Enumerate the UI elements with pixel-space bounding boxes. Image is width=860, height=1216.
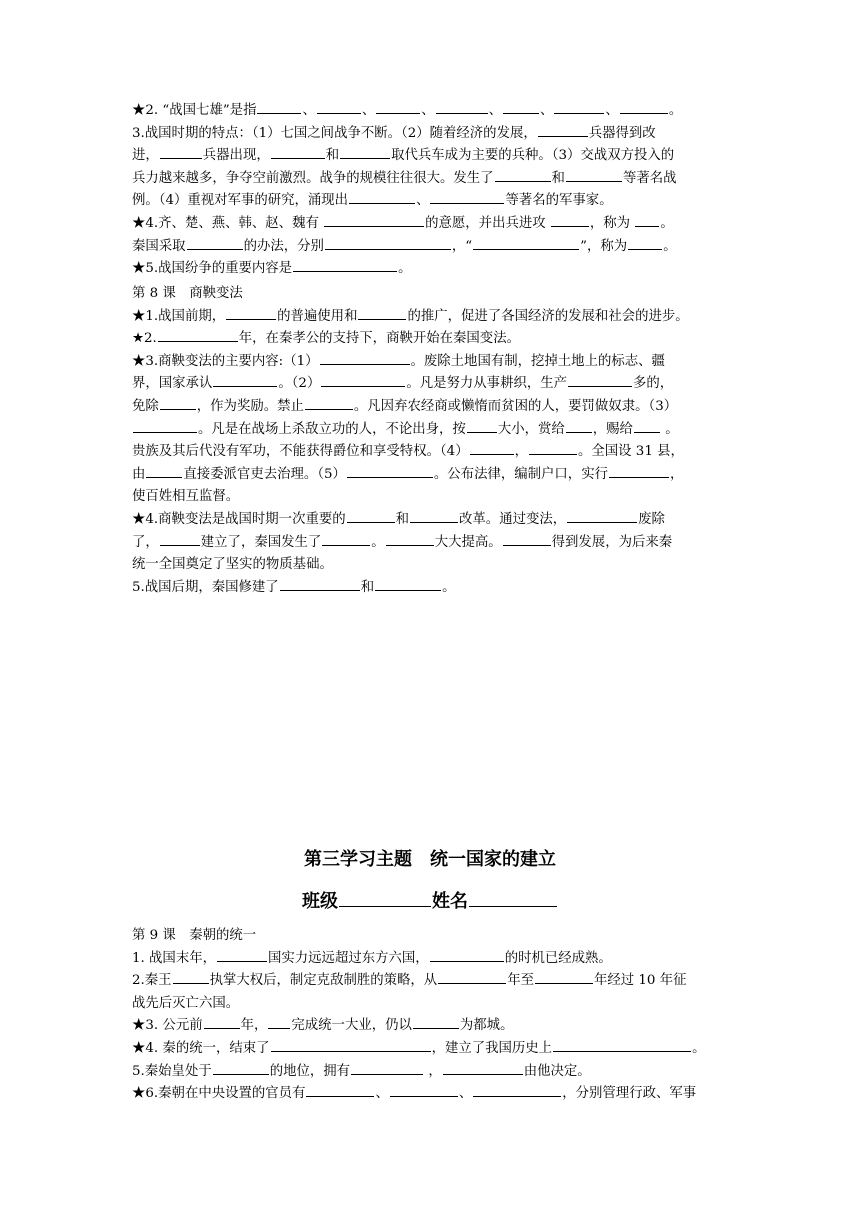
text-line-n3 [132,993,732,1016]
text-segment: 了， [132,534,159,550]
text-line-n5 [132,1038,732,1061]
text-segment: 的推广，促进了各国经济的发展和社会的进步。 [407,308,689,324]
text-segment: ， [669,466,684,482]
text-segment: 统一全国奠定了坚实的物质基础。 [132,557,333,573]
text-segment: 、 [375,1086,389,1102]
text-segment: 年经过 10 年征 [593,973,687,989]
fill-in-blank[interactable] [349,190,415,204]
text-segment: 。凡因弃农经商或懒惰而贫困的人，要罚做奴隶。（3） [353,398,678,414]
text-segment: ★1.战国前期， [132,308,226,324]
fill-in-blank[interactable] [568,373,632,387]
fill-in-blank[interactable] [217,948,267,962]
text-segment: 完成统一大业，仍以 [291,1018,412,1034]
text-segment: ★6.秦朝在中央设置的官员有 [132,1086,306,1102]
text-segment: ”，称为 [580,238,628,254]
text-segment: 取代兵车成为主要的兵种。（3）交战双方投入的 [391,148,675,164]
text-segment: 兵器得到改 [588,125,656,141]
text-segment: ★5.战国纷争的重要内容是 [132,261,293,277]
fill-in-blank[interactable] [257,100,301,114]
fill-in-blank[interactable] [609,464,669,478]
document-part-2 [132,283,732,599]
text-segment: 为都城。 [459,1018,514,1034]
text-segment: 、 [361,103,376,118]
text-segment: ，赐给 [592,421,633,437]
text-segment: 得到发展，为后来秦 [551,534,673,550]
fill-in-blank[interactable] [204,1015,240,1029]
fill-in-blank[interactable] [293,258,397,272]
text-segment: ， [424,1063,442,1079]
text-segment: 。公布法律，编制户口，实行 [433,466,608,482]
fill-in-blank[interactable] [317,100,361,114]
text-segment: ★4.齐、楚、燕、韩、赵、魏有 [132,215,324,231]
fill-in-blank[interactable] [436,100,488,114]
fill-in-blank[interactable] [634,419,660,433]
fill-in-blank[interactable] [271,145,325,159]
text-segment: 多的， [633,376,674,392]
text-segment: 战先后灭亡六国。 [132,995,240,1011]
text-segment: 、 [458,1086,473,1102]
fill-in-blank[interactable] [430,948,504,962]
text-line-l5 [132,190,732,213]
text-line-l6 [132,213,732,236]
text-segment: 的普遍使用和 [277,308,358,324]
text-segment: 进， [132,148,159,164]
fill-in-blank[interactable] [554,100,604,114]
fill-in-blank[interactable] [160,145,202,159]
fill-in-blank[interactable] [305,396,353,410]
text-segment: 例。（4）重视对军事的研究，涌现出 [132,193,349,209]
fill-in-blank[interactable] [495,168,551,182]
fill-in-blank[interactable] [620,100,668,114]
fill-in-blank[interactable] [503,100,539,114]
text-segment: 、 [605,103,619,118]
text-segment: ★2. [132,331,157,347]
text-segment: ，建立了我国历史上 [431,1040,553,1056]
text-segment: ★3.商鞅变法的主要内容:（1） [132,353,319,369]
lesson-9-title: 第 9 课 秦朝的统一 [132,928,257,943]
text-segment: 。凡是努力从事耕织，生产 [406,376,568,392]
text-segment: 界，国家承认 [132,376,213,392]
fill-in-blank[interactable] [320,351,410,365]
fill-in-blank[interactable] [473,236,579,250]
text-segment: 的时机已经成熟。 [504,950,612,966]
fill-in-blank[interactable] [566,168,622,182]
text-segment: ★4. 秦的统一，结束了 [132,1040,270,1056]
fill-in-blank[interactable] [551,213,589,227]
text-segment: 和 [325,148,340,164]
text-segment: 秦国采取 [132,238,186,254]
text-segment: 免除 [132,398,159,414]
fill-in-blank[interactable] [173,970,209,984]
text-segment: 贵族及其后代没有军功，不能获得爵位和享受特权。（4） [132,444,469,460]
text-segment: 大大提高。 [434,534,502,550]
fill-in-blank[interactable] [322,532,370,546]
text-segment: 1. 战国末年， [132,950,216,966]
fill-in-blank[interactable] [187,236,243,250]
fill-in-blank[interactable] [430,190,504,204]
fill-in-blank[interactable] [226,306,276,320]
name-blank[interactable] [469,888,557,907]
text-line-m2 [132,328,732,351]
text-line-m10 [132,509,732,532]
text-line-n4 [132,1015,732,1038]
text-line-m8 [132,464,732,487]
fill-in-blank[interactable] [376,100,420,114]
text-segment: 。 [371,534,385,550]
text-segment: 。 [663,238,677,254]
text-segment: ， [514,444,528,460]
text-line-m13 [132,577,732,600]
text-segment: 的办法，分别 [243,238,324,254]
text-segment: ★4.商鞅变法是战国时期一次重要的 [132,511,346,527]
text-segment: 的地位，拥有 [269,1063,351,1079]
fill-in-blank[interactable] [529,441,577,455]
text-segment: 。（2） [278,376,321,392]
fill-in-blank[interactable] [538,123,588,137]
text-segment: 、 [416,193,430,209]
fill-in-blank[interactable] [268,1015,290,1029]
fill-in-blank[interactable] [340,145,390,159]
text-segment: ，作为奖励。禁止 [196,398,304,414]
fill-in-blank[interactable] [158,328,238,342]
text-segment: 年，在秦孝公的支持下，商鞅开始在秦国变法。 [238,331,520,347]
text-line-l4 [132,168,732,191]
text-segment: 。凡是在战场上杀敌立功的人，不论出身，按 [198,421,466,437]
text-line-m6 [132,419,732,442]
fill-in-blank[interactable] [635,213,659,227]
name-label: 姓名 [432,891,468,912]
text-segment: 。 [398,261,412,277]
fill-in-blank[interactable] [271,1038,431,1052]
text-segment: 。 [442,579,456,595]
text-segment: 使百姓相互监督。 [132,489,240,505]
text-line-m7 [132,441,732,464]
fill-in-blank[interactable] [280,577,360,591]
text-segment: 。 [660,215,674,231]
fill-in-blank[interactable] [213,1061,269,1075]
text-segment: 3.战国时期的特点：（1）七国之间战争不断。（2）随着经济的发展， [132,125,537,141]
text-line-n7 [132,1083,732,1106]
text-line-m9 [132,486,732,509]
fill-in-blank[interactable] [467,419,497,433]
fill-in-blank[interactable] [443,1061,523,1075]
text-segment: 国实力远远超过东方六国， [268,950,429,966]
fill-in-blank[interactable] [351,1061,423,1075]
fill-in-blank[interactable] [347,509,395,523]
text-segment: 废除 [638,511,665,527]
text-line-n6 [132,1061,732,1084]
text-line-n2 [132,970,732,993]
text-segment: 由 [132,466,146,482]
text-segment: ，分别管理行政、军事 [562,1086,697,1102]
fill-in-blank[interactable] [567,509,637,523]
class-label: 班级 [302,891,338,912]
text-segment: 5.战国后期，秦国修建了 [132,579,279,595]
fill-in-blank[interactable] [375,577,441,591]
text-segment: 等著名战 [622,170,677,186]
text-segment: ★2. “战国七雄”是指 [132,103,257,118]
text-segment: 。 [668,103,683,118]
class-name-line [0,887,860,913]
text-line-m5 [132,396,732,419]
fill-in-blank[interactable] [347,464,433,478]
fill-in-blank[interactable] [535,970,593,984]
fill-in-blank[interactable] [146,464,182,478]
fill-in-blank[interactable] [628,236,662,250]
text-segment: 。全国设 31 县， [577,444,684,460]
text-segment: 年至 [507,973,534,989]
fill-in-blank[interactable] [438,970,506,984]
text-segment: 兵力越来越多，争夺空前激烈。战争的规模往往很大。发生了 [132,170,494,186]
class-blank[interactable] [339,888,431,907]
fill-in-blank[interactable] [566,419,592,433]
fill-in-blank[interactable] [390,1083,458,1097]
text-segment: ，“ [451,238,473,254]
text-segment: ，称为 [589,215,635,231]
lesson-8-title: 第 8 课 商鞅变法 [132,286,243,301]
text-line-m1 [132,306,732,329]
text-line-m11 [132,532,732,555]
text-segment: 执掌大权后，制定克敌制胜的策略，从 [209,973,438,989]
text-segment: 大小，赏给 [497,421,565,437]
fill-in-blank[interactable] [503,532,551,546]
text-segment: 等著名的军事家。 [505,193,613,209]
text-segment: 年， [240,1018,268,1034]
text-segment: 。 [660,421,679,437]
text-line-m12 [132,554,732,577]
fill-in-blank[interactable] [358,306,406,320]
theme-title: 第三学习主题 统一国家的建立 [304,849,556,870]
text-segment: 。 [692,1040,706,1056]
text-segment: 由他决定。 [523,1063,591,1079]
fill-in-blank[interactable] [410,509,458,523]
text-segment: 。废除土地国有制，挖掉土地上的标志、疆 [410,353,665,369]
fill-in-blank[interactable] [160,532,200,546]
text-line-l7 [132,236,732,259]
text-segment: 2.秦王 [132,973,172,989]
text-segment: 5.秦始皇处于 [132,1063,212,1079]
fill-in-blank[interactable] [386,532,434,546]
text-segment: ★3. 公元前 [132,1018,203,1034]
fill-in-blank[interactable] [213,373,277,387]
text-segment: 直接委派官吏去治理。（5） [183,466,346,482]
fill-in-blank[interactable] [413,1015,459,1029]
text-segment: 和 [551,170,565,186]
fill-in-blank[interactable] [160,396,196,410]
text-segment: 和 [360,579,375,595]
fill-in-blank[interactable] [324,213,424,227]
fill-in-blank[interactable] [473,1083,561,1097]
text-segment: 建立了，秦国发生了 [200,534,322,550]
text-segment: 和 [395,511,410,527]
text-segment: 、 [540,103,554,118]
fill-in-blank[interactable] [553,1038,691,1052]
document-part-3 [132,925,732,1106]
fill-in-blank[interactable] [321,373,405,387]
fill-in-blank[interactable] [133,419,197,433]
fill-in-blank[interactable] [306,1083,374,1097]
text-line-m4 [132,373,732,396]
text-line-l2 [132,123,732,146]
text-line-n1 [132,948,732,971]
text-segment: 、 [488,103,503,118]
text-segment: 改革。通过变法， [459,511,567,527]
text-line-l1 [132,100,732,123]
document-part-1 [132,100,732,281]
text-line-m3 [132,351,732,374]
text-segment: 、 [302,103,316,118]
text-line-l8 [132,258,732,281]
fill-in-blank[interactable] [470,441,514,455]
text-segment: 兵器出现， [202,148,270,164]
fill-in-blank[interactable] [325,236,451,250]
text-line-l3 [132,145,732,168]
text-segment: 的意愿，并出兵进攻 [425,215,550,231]
text-segment: 、 [421,103,435,118]
